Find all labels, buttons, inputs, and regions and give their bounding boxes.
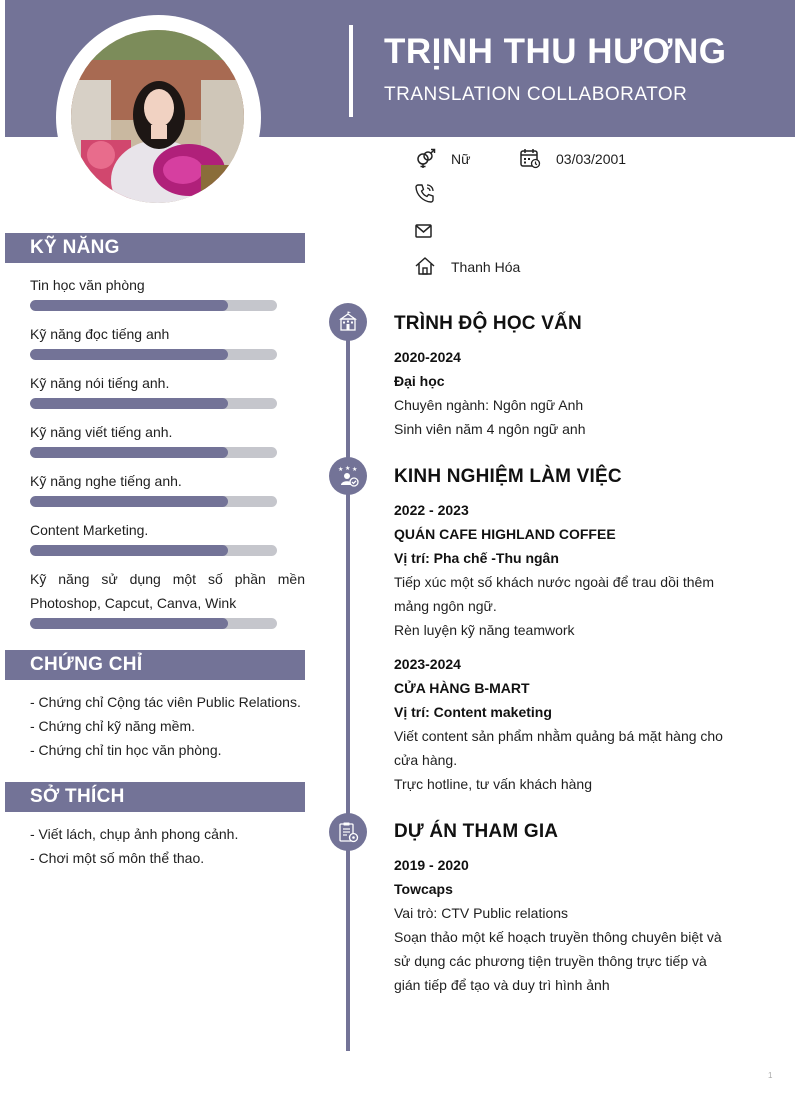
- job-description-line: Rèn luyện kỹ năng teamwork: [394, 622, 575, 638]
- gender-icon: [414, 147, 436, 169]
- candidate-name: TRỊNH THU HƯƠNG: [384, 32, 727, 71]
- timeline-line: [346, 315, 350, 1051]
- job-company: QUÁN CAFE HIGHLAND COFFEE: [394, 526, 616, 542]
- gender-value: Nữ: [451, 151, 471, 167]
- job-period: 2022 - 2023: [394, 502, 469, 518]
- skills-section-title: KỸ NĂNG: [5, 233, 305, 263]
- job-role: Vị trí: Pha chế -Thu ngân: [394, 550, 559, 566]
- certificate-item: - Chứng chỉ tin học văn phòng.: [30, 742, 222, 758]
- education-section-title: TRÌNH ĐỘ HỌC VẤN: [394, 313, 582, 334]
- job-description-line: Tiếp xúc một số khách nước ngoài để trau dồi thêm: [394, 574, 714, 590]
- skill-bar-fill: [30, 349, 228, 360]
- header-divider: [349, 25, 353, 117]
- skill-bar-fill: [30, 545, 228, 556]
- avatar: [71, 30, 244, 203]
- project-description-line: Soạn thảo một kế hoạch truyền thông chuyên biệt và: [394, 929, 722, 945]
- job-title: TRANSLATION COLLABORATOR: [384, 84, 688, 105]
- project-description-line: sử dụng các phương tiện truyền thông trực tiếp và: [394, 953, 707, 969]
- skill-bar-fill: [30, 618, 228, 629]
- birthday-value: 03/03/2001: [556, 151, 627, 167]
- mail-icon: [414, 220, 436, 242]
- portrait-photo: [71, 30, 244, 203]
- job-description-line: cửa hàng.: [394, 752, 458, 768]
- education-major: Chuyên ngành: Ngôn ngữ Anh: [394, 397, 584, 413]
- skill-bar: [30, 300, 277, 311]
- skill-bar-fill: [30, 496, 228, 507]
- skill-label: Kỹ năng nói tiếng anh.: [30, 375, 170, 391]
- projects-icon-badge: [329, 813, 367, 851]
- job-role: Vị trí: Content maketing: [394, 704, 552, 720]
- svg-text:★: ★: [338, 466, 344, 473]
- skill-bar: [30, 398, 277, 409]
- calendar-icon: [519, 147, 541, 169]
- skill-bar-fill: [30, 398, 228, 409]
- page-number: 1: [768, 1071, 773, 1080]
- job-description-line: Trực hotline, tư vấn khách hàng: [394, 776, 592, 792]
- skill-label: Kỹ năng đọc tiếng anh: [30, 326, 170, 342]
- education-degree: Đại học: [394, 373, 445, 389]
- skill-label: Tin học văn phòng: [30, 277, 145, 293]
- education-icon-badge: [329, 303, 367, 341]
- education-period: 2020-2024: [394, 349, 461, 365]
- certificates-section-title: CHỨNG CHỈ: [5, 650, 305, 680]
- project-role: Vai trò: CTV Public relations: [394, 905, 569, 921]
- skill-label: Kỹ năng viết tiếng anh.: [30, 424, 173, 440]
- skill-label: Kỹ năng sử dụng một số phần mền Photoshop, Capcut, Canva, Wink: [30, 571, 305, 611]
- skill-label: Kỹ năng nghe tiếng anh.: [30, 473, 182, 489]
- skill-bar: [30, 349, 277, 360]
- project-description-line: gián tiếp để tạo và duy trì hình ảnh: [394, 977, 610, 993]
- job-company: CỬA HÀNG B-MART: [394, 680, 530, 696]
- skill-bar: [30, 447, 277, 458]
- hobby-item: - Viết lách, chụp ảnh phong cảnh.: [30, 826, 239, 842]
- experience-section-title: KINH NGHIỆM LÀM VIỆC: [394, 466, 622, 487]
- team-rating-icon: [337, 465, 359, 487]
- skill-label: Content Marketing.: [30, 522, 149, 538]
- clipboard-gear-icon: [337, 821, 359, 843]
- job-description-line: Viết content sản phẩm nhằm quảng bá mặt hàng cho: [394, 728, 723, 744]
- job-period: 2023-2024: [394, 656, 461, 672]
- certificate-item: - Chứng chỉ kỹ năng mềm.: [30, 718, 195, 734]
- svg-text:★: ★: [352, 466, 358, 473]
- skill-bar-fill: [30, 447, 228, 458]
- experience-icon-badge: [329, 457, 367, 495]
- project-name: Towcaps: [394, 881, 453, 897]
- education-note: Sinh viên năm 4 ngôn ngữ anh: [394, 421, 586, 437]
- home-icon: [414, 255, 436, 277]
- svg-text:★: ★: [345, 465, 351, 472]
- job-description-line: mảng ngôn ngữ.: [394, 598, 497, 614]
- hobby-item: - Chơi một số môn thể thao.: [30, 850, 205, 866]
- skill-bar: [30, 496, 277, 507]
- certificate-item: - Chứng chỉ Cộng tác viên Public Relations.: [30, 694, 301, 710]
- phone-icon: [414, 182, 436, 204]
- skill-bar-fill: [30, 300, 228, 311]
- skill-bar: [30, 618, 277, 629]
- projects-section-title: DỰ ÁN THAM GIA: [394, 821, 559, 842]
- skill-bar: [30, 545, 277, 556]
- school-icon: [337, 311, 359, 333]
- hobbies-section-title: SỞ THÍCH: [5, 782, 305, 812]
- address-value: Thanh Hóa: [451, 259, 521, 275]
- project-period: 2019 - 2020: [394, 857, 469, 873]
